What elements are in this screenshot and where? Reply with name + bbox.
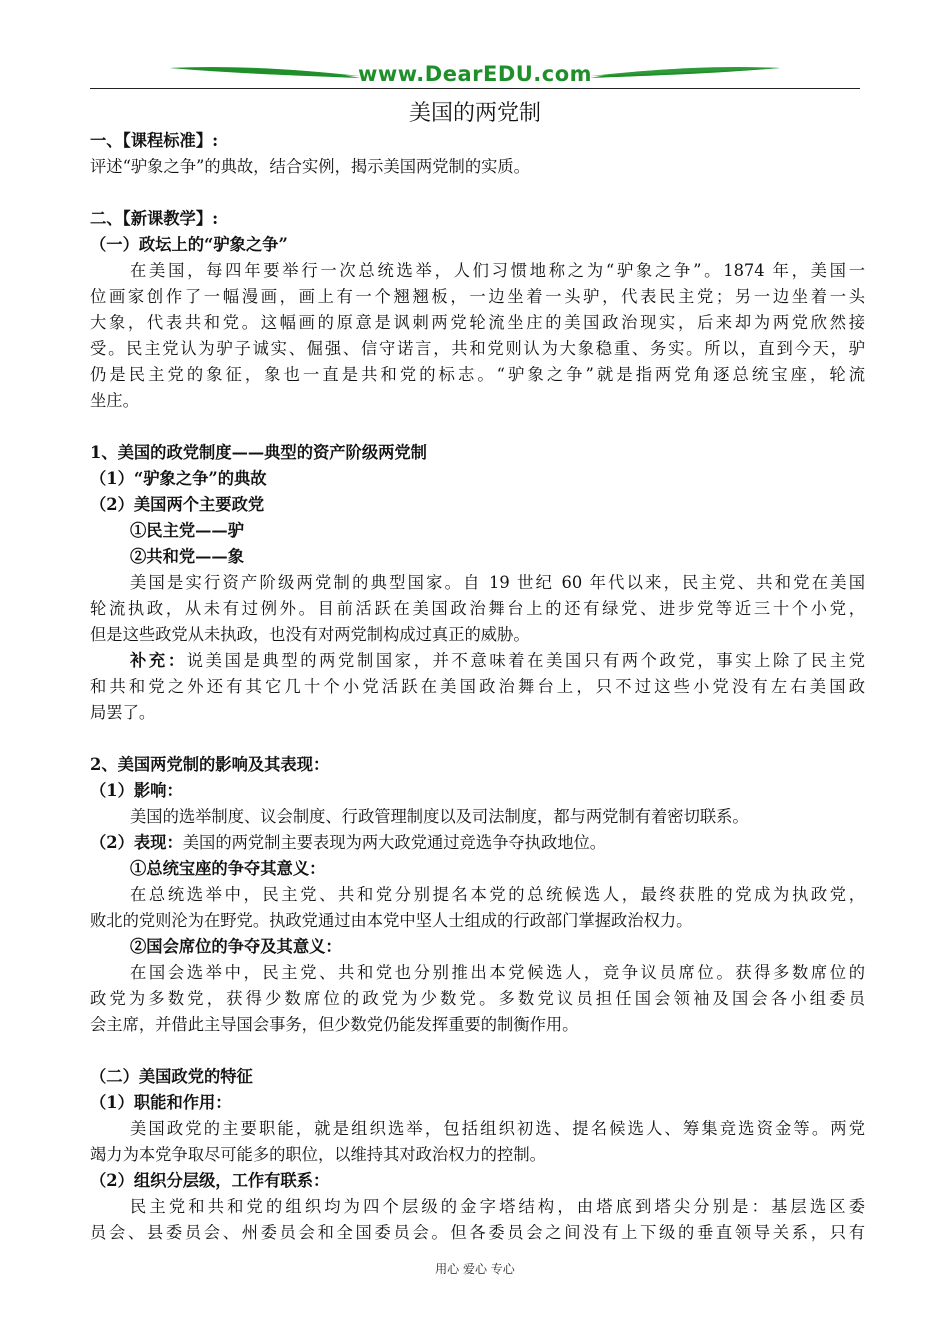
topic-heading: 1、美国的政党制度——典型的资产阶级两党制 xyxy=(90,443,427,462)
topic-heading: 2、美国两党制的影响及其表现： xyxy=(90,755,330,774)
paragraph-line: 位画家创作了一幅漫画，画上有一个翘翘板，一边坐着一头驴，代表民主党；另一边坐着一头 xyxy=(90,287,865,306)
paragraph-line: 员会、县委员会、州委员会和全国委员会。但各委员会之间没有上下级的垂直领导关系，只有 xyxy=(90,1223,865,1242)
topic-subheading: （1）职能和作用： xyxy=(90,1093,232,1112)
paragraph-line: 仍是民主党的象征，象也一直是共和党的标志。“驴象之争”就是指两党角逐总统宝座，轮流 xyxy=(90,365,865,384)
section-heading: 一、【课程标准】: xyxy=(90,131,219,150)
paragraph-line: 美国政党的主要职能，就是组织选举，包括组织初选、提名候选人、筹集竞选资金等。两党 xyxy=(130,1119,865,1138)
paragraph-line: （2）表现：美国的两党制主要表现为两大政党通过竞选争夺执政地位。 xyxy=(90,833,607,852)
paragraph-line: 和共和党之外还有其它几十个小党活跃在美国政治舞台上，只不过这些小党没有左右美国政 xyxy=(90,677,865,696)
paragraph-line: 局罢了。 xyxy=(90,703,156,722)
paragraph-line: 会主席，并借此主导国会事务，但少数党仍能发挥重要的制衡作用。 xyxy=(90,1015,579,1034)
paragraph-line: 在总统选举中，民主党、共和党分别提名本党的总统候选人，最终获胜的党成为执政党， xyxy=(130,885,865,904)
paragraph-line: 政党为多数党，获得少数席位的政党为少数党。多数党议员担任国会领袖及国会各小组委员 xyxy=(90,989,865,1008)
page-footer: 用心 爱心 专心 xyxy=(435,1262,515,1276)
topic-subheading: （2）表现： xyxy=(90,833,183,852)
topic-subheading: （2）美国两个主要政党 xyxy=(90,495,265,514)
paragraph-line: 在国会选举中，民主党、共和党也分别推出本党候选人，竞争议员席位。获得多数席位的 xyxy=(130,963,865,982)
paragraph-line: 败北的党则沦为在野党。执政党通过由本党中坚人士组成的行政部门掌握政治权力。 xyxy=(90,911,693,930)
list-item: ②共和党——象 xyxy=(130,547,244,566)
paragraph-line: 受。民主党认为驴子诚实、倔强、信守诺言，共和党则认为大象稳重、务实。所以，直到今天，驴 xyxy=(90,339,865,358)
paragraph-line: 美国的选举制度、议会制度、行政管理制度以及司法制度，都与两党制有着密切联系。 xyxy=(130,807,749,826)
topic-subheading: （2）组织分层级，工作有联系： xyxy=(90,1171,330,1190)
paragraph-line: 竭力为本党争取尽可能多的职位，以维持其对政治权力的控制。 xyxy=(90,1145,546,1164)
site-logo: www.DearEDU.com xyxy=(357,62,593,86)
list-item: ①民主党——驴 xyxy=(130,521,244,540)
paragraph-line: 轮流执政，从未有过例外。目前活跃在美国政治舞台上的还有绿党、进步党等近三十个小党， xyxy=(90,599,865,618)
supplement-label: 补充： xyxy=(130,651,187,670)
subsection-heading: （一）政坛上的“驴象之争” xyxy=(90,235,288,254)
document-title: 美国的两党制 xyxy=(408,101,541,126)
list-item: ①总统宝座的争夺其意义： xyxy=(130,859,326,878)
topic-subheading: （1）影响： xyxy=(90,781,183,800)
list-item: ②国会席位的争夺及其意义： xyxy=(130,937,342,956)
paragraph-line: 但是这些政党从未执政，也没有对两党制构成过真正的威胁。 xyxy=(90,625,530,644)
section-heading: 二、【新课教学】: xyxy=(90,209,219,228)
paragraph-line: 美国是实行资产阶级两党制的典型国家。自 19 世纪 60 年代以来，民主党、共和党在美国 xyxy=(130,573,865,592)
document-body xyxy=(90,128,865,1246)
header-rule xyxy=(90,88,860,89)
paragraph-line: 民主党和共和党的组织均为四个层级的金字塔结构，由塔底到塔尖分别是：基层选区委 xyxy=(130,1197,865,1216)
paragraph-line: 补充：说美国是典型的两党制国家，并不意味着在美国只有两个政党，事实上除了民主党 xyxy=(130,651,865,670)
subsection-heading: （二）美国政党的特征 xyxy=(90,1067,253,1086)
topic-subheading: （1）“驴象之争”的典故 xyxy=(90,469,267,488)
paragraph-line: 评述“驴象之争”的典故，结合实例，揭示美国两党制的实质。 xyxy=(90,157,530,176)
paragraph-line: 在美国，每四年要举行一次总统选举，人们习惯地称之为“驴象之争”。1874 年，美国一 xyxy=(130,261,865,280)
paragraph-line: 坐庄。 xyxy=(90,391,139,410)
paragraph-line: 大象，代表共和党。这幅画的原意是讽刺两党轮流坐庄的美国政治现实，后来却为两党欣然接 xyxy=(90,313,865,332)
